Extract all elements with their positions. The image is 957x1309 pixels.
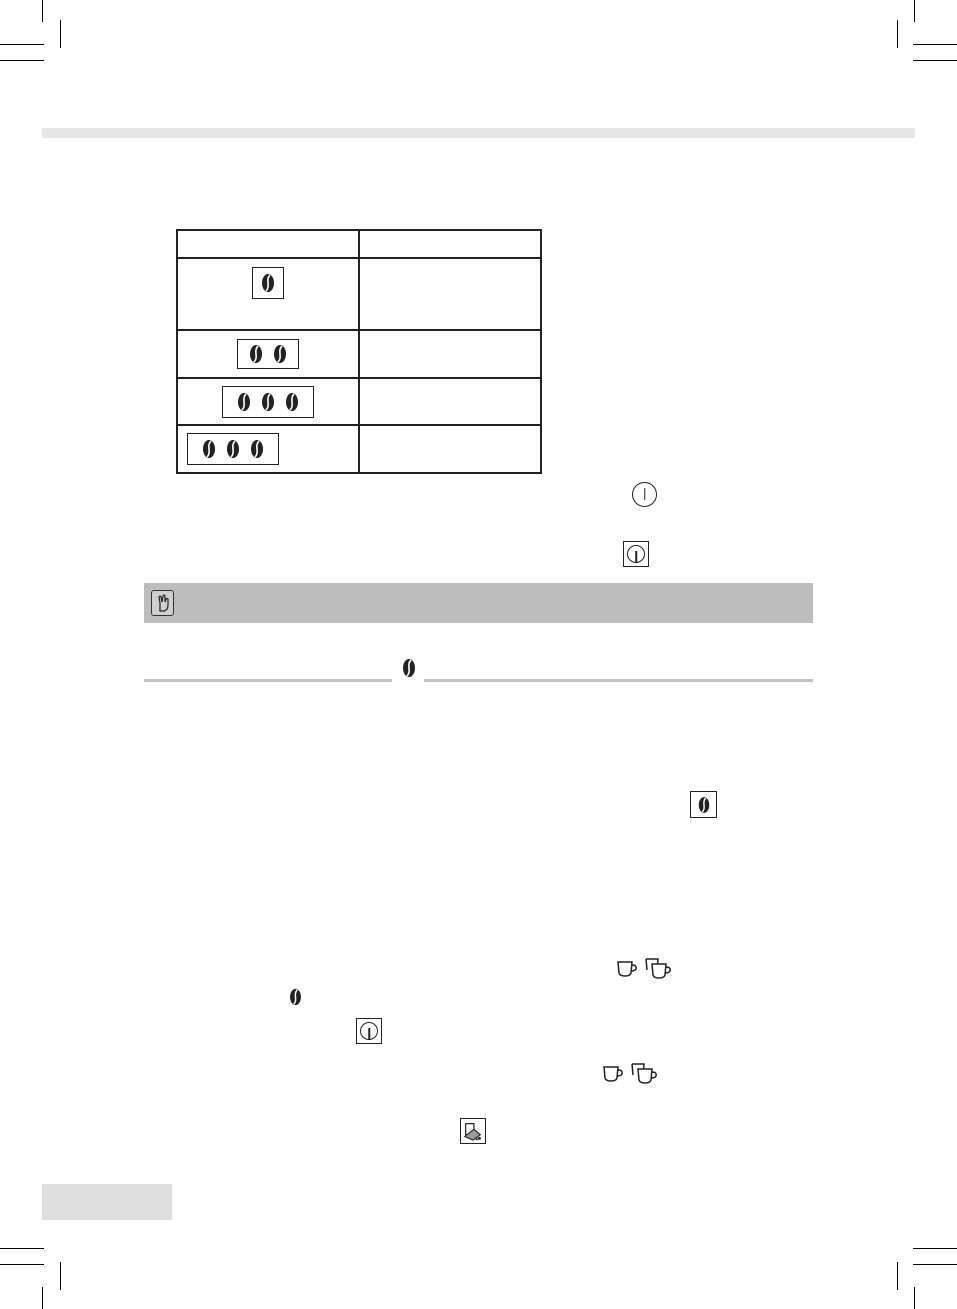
hand-pointing-icon [151,590,174,616]
power-button-icon [356,1018,382,1044]
coffee-bean-icon [248,343,264,365]
crop-mark [42,1287,43,1309]
crop-mark [913,44,957,45]
coffee-bean-icon [249,438,265,460]
strength-table [176,229,542,474]
bean-cell [177,330,359,378]
table-header-row [177,230,541,258]
crop-mark [897,1262,898,1290]
coffee-bean-icon [401,657,417,679]
power-icon [627,545,645,563]
coffee-bean-icon [260,391,276,413]
coffee-bean-icon [288,987,303,1007]
coffee-bean-icon [236,391,252,413]
double-cup-icon [630,1062,660,1084]
crop-mark [60,20,61,48]
description-cell [359,425,541,473]
section-divider-right [424,679,813,682]
coffee-bean-icon [260,272,276,294]
table-header-cell [359,230,541,258]
crop-mark [0,60,44,61]
table-header-cell [177,230,359,258]
crop-mark [914,0,915,22]
double-cup-icon [644,957,674,979]
bean-cell [177,425,359,473]
description-cell [359,330,541,378]
bean-box-3 [222,386,314,418]
coffee-bean-icon [284,391,300,413]
crop-mark [914,1287,915,1309]
coffee-bean-icon [272,343,288,365]
bean-cell [177,378,359,425]
crop-mark [913,60,957,61]
table-row [177,378,541,425]
coffee-bean-icon [201,438,217,460]
power-icon [360,1022,378,1040]
description-cell [359,378,541,425]
crop-mark [0,1264,44,1265]
crop-mark [42,0,43,22]
crop-mark [897,20,898,48]
single-cup-icon [602,1063,626,1083]
coffee-bean-icon [225,438,241,460]
bean-box-3 [187,433,279,465]
page-number-box [42,1184,172,1220]
description-cell [359,258,541,330]
crop-mark [60,1262,61,1290]
header-band [42,128,915,138]
note-bar [144,583,813,623]
strength-button-icon [690,791,717,818]
crop-mark [913,1264,957,1265]
bean-box-1 [252,267,284,299]
descale-icon [460,1118,486,1144]
table-row [177,425,541,473]
bean-cell [177,258,359,330]
crop-mark [913,1248,957,1249]
section-divider-left [144,679,392,682]
coffee-bean-icon [697,795,711,815]
crop-mark [0,44,44,45]
table-row [177,330,541,378]
crop-mark [0,1248,44,1249]
single-cup-icon [616,958,640,978]
power-icon [632,482,657,507]
bean-box-2 [237,339,299,369]
power-button-icon [623,541,649,567]
table-row [177,258,541,330]
